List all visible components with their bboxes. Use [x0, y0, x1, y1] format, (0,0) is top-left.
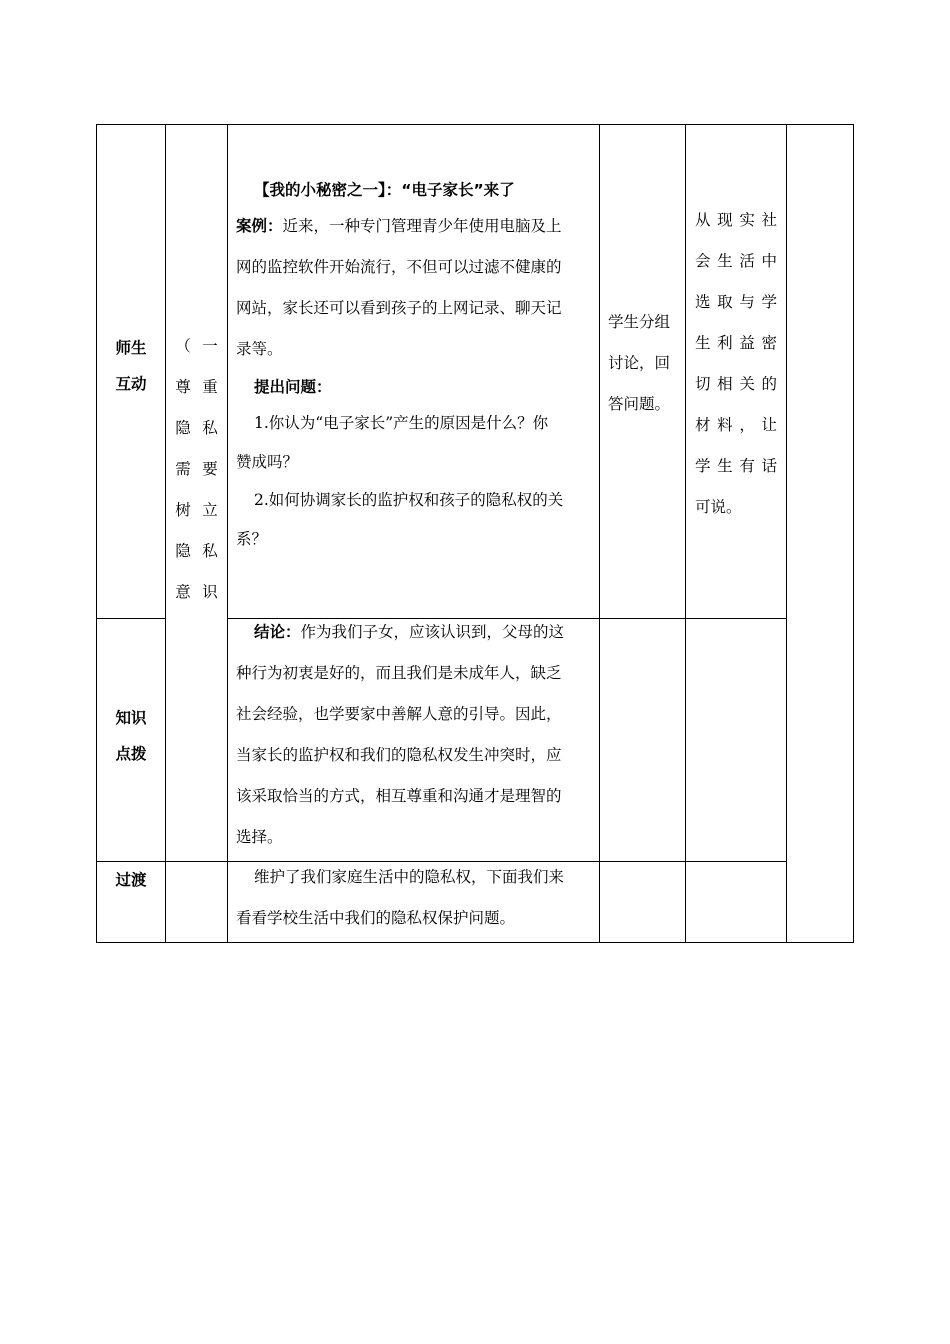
col-line-5	[786, 124, 787, 943]
row-divider-1a	[96, 618, 165, 619]
col-line-2	[227, 124, 228, 943]
section-char: 尊	[175, 378, 191, 396]
row-label-interaction	[97, 330, 165, 402]
row-label-knowledge-line1: 知识	[115, 709, 147, 727]
question-label: 提出问题：	[254, 378, 332, 396]
conclusion-line-1	[254, 612, 564, 653]
case-text-1: 近来，一种专门管理青少年使用电脑及上	[282, 217, 562, 235]
intent-char: 关	[739, 375, 755, 393]
col-line-1	[165, 124, 166, 943]
row-label-interaction-line1: 师生	[115, 339, 147, 357]
intent-char: 利	[717, 334, 733, 352]
conclusion-line-3: 社会经验，也学要家中善解人意的引导。因此，	[236, 705, 562, 723]
conclusion-label: 结论：	[254, 623, 301, 641]
intent-line	[695, 282, 777, 323]
conclusion-line-5: 该采取恰当的方式，相互尊重和沟通才是理智的	[236, 787, 562, 805]
row-label-knowledge-line2: 点拨	[115, 745, 147, 763]
section-char: 立	[202, 501, 218, 519]
row-label-interaction-line2: 互动	[115, 375, 147, 393]
conclusion-line-6: 选择。	[236, 828, 283, 846]
section-char: 识	[202, 583, 218, 601]
intent-char: 选	[695, 293, 711, 311]
conclusion-line-2: 种行为初衷是好的，而且我们是未成年人，缺乏	[236, 664, 562, 682]
intent-char: 社	[761, 211, 777, 229]
intent-char: 材	[695, 416, 711, 434]
intent-char: ，	[739, 416, 755, 434]
section-char: （	[175, 337, 191, 355]
intent-char: 生	[717, 457, 733, 475]
intent-char: 话	[761, 457, 777, 475]
intent-char: 切	[695, 375, 711, 393]
intent-last-line: 可说。	[695, 498, 742, 516]
intent-char: 活	[739, 252, 755, 270]
col-line-4	[685, 124, 686, 943]
intent-char: 实	[739, 211, 755, 229]
intent-char: 会	[695, 252, 711, 270]
conclusion-line-4: 当家长的监护权和我们的隐私权发生冲突时，应	[236, 746, 562, 764]
row-label-transition: 过渡	[115, 871, 147, 889]
intent-char: 密	[761, 334, 777, 352]
case-line-1	[236, 206, 562, 247]
section-char: 私	[202, 419, 218, 437]
section-title-right-column	[202, 326, 218, 613]
intent-line	[695, 364, 777, 405]
student-activity-line-1: 学生分组	[608, 313, 671, 331]
section-char: 隐	[175, 419, 191, 437]
student-activity-line-3: 答问题。	[608, 395, 671, 413]
case-line-3: 网站，家长还可以看到孩子的上网记录、聊天记	[236, 299, 562, 317]
intent-line	[695, 200, 777, 241]
intent-char: 益	[739, 334, 755, 352]
table-border-bottom	[96, 942, 854, 943]
table-border-top	[96, 124, 854, 125]
case-line-4: 录等。	[236, 340, 283, 358]
case-label: 案例：	[236, 217, 283, 235]
question-1-line-1: 1.你认为“电子家长”产生的原因是什么？你	[254, 414, 549, 432]
col-line-0	[96, 124, 97, 943]
section-char: 要	[202, 460, 218, 478]
section-char: 重	[202, 378, 218, 396]
section-char: 意	[175, 583, 191, 601]
row-label-knowledge	[97, 700, 165, 772]
intent-char: 料	[717, 416, 733, 434]
section-char: 一	[202, 337, 218, 355]
intent-line	[695, 446, 777, 487]
intent-char: 学	[695, 457, 711, 475]
student-activity-line-2: 讨论，回	[608, 354, 671, 372]
intent-char: 的	[761, 375, 777, 393]
intent-char: 中	[761, 252, 777, 270]
intent-line	[695, 323, 777, 364]
conclusion-text-1: 作为我们子女，应该认识到，父母的这	[300, 623, 565, 641]
section-char: 私	[202, 542, 218, 560]
intent-line	[695, 241, 777, 282]
intent-char: 有	[739, 457, 755, 475]
intent-line	[695, 405, 777, 446]
question-1-line-2: 赞成吗？	[236, 453, 299, 471]
intent-char: 与	[739, 293, 755, 311]
intent-char: 取	[717, 293, 733, 311]
intent-char: 相	[717, 375, 733, 393]
intent-char: 让	[761, 416, 777, 434]
intent-char: 从	[695, 211, 711, 229]
transition-line-1: 维护了我们家庭生活中的隐私权，下面我们来	[254, 868, 565, 886]
section-title-left-column	[175, 326, 191, 613]
intent-char: 生	[695, 334, 711, 352]
section-char: 需	[175, 460, 191, 478]
col-line-3	[599, 124, 600, 943]
intent-char: 学	[761, 293, 777, 311]
question-2-line-2: 系？	[236, 530, 268, 548]
design-intent-text	[695, 200, 777, 528]
case-line-2: 网的监控软件开始流行，不但可以过滤不健康的	[236, 258, 562, 276]
intent-char: 生	[717, 252, 733, 270]
question-2-line-1: 2.如何协调家长的监护权和孩子的隐私权的关	[254, 491, 564, 509]
case-title: 【我的小秘密之一】：“电子家长”来了	[254, 181, 515, 199]
section-char: 隐	[175, 542, 191, 560]
section-char: 树	[175, 501, 191, 519]
col-line-6	[853, 124, 854, 943]
intent-char: 现	[717, 211, 733, 229]
transition-line-2: 看看学校生活中我们的隐私权保护问题。	[236, 909, 516, 927]
